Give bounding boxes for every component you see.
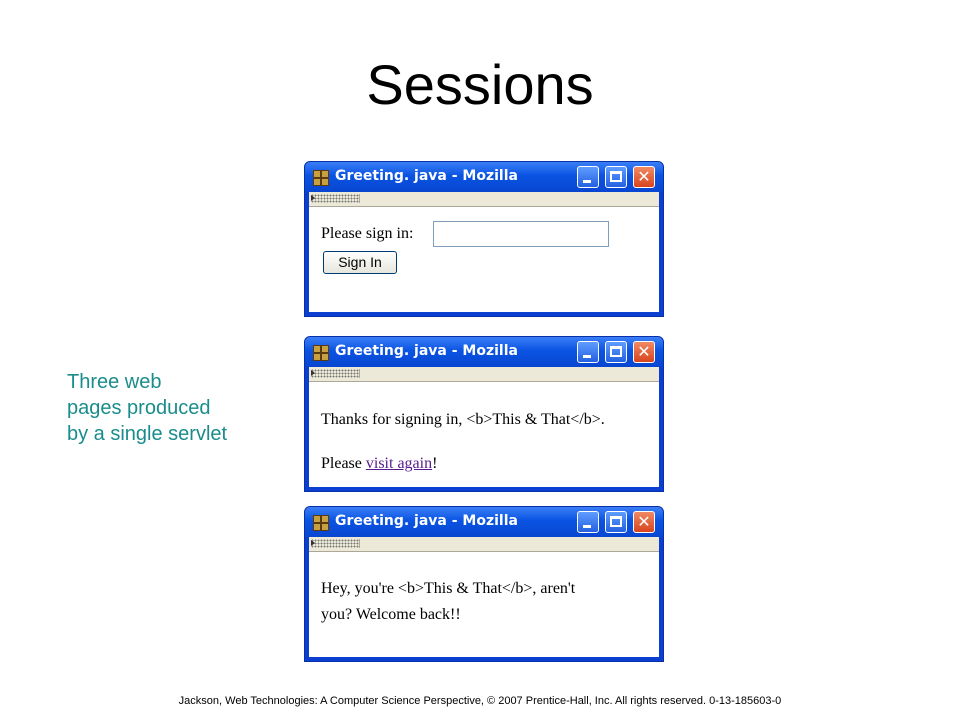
- minimize-button[interactable]: [577, 166, 599, 188]
- toolbar-grip-icon[interactable]: [311, 539, 360, 548]
- window-titlebar[interactable]: [305, 507, 663, 537]
- maximize-icon: [610, 346, 622, 357]
- minimize-icon: [583, 180, 591, 183]
- visit-suffix: !: [432, 455, 438, 472]
- window-title: Greeting. java - Mozilla: [335, 168, 518, 184]
- page-content: [309, 207, 659, 312]
- visit-again-line: [321, 455, 437, 473]
- maximize-icon: [610, 171, 622, 182]
- visit-again-link[interactable]: visit again: [365, 455, 433, 472]
- close-icon: ✕: [637, 167, 651, 186]
- caption-line: by a single servlet: [67, 423, 228, 445]
- welcome-line-1: Hey, you're <b>This & That</b>, aren't: [321, 580, 576, 597]
- maximize-button[interactable]: [605, 166, 627, 188]
- window-title: Greeting. java - Mozilla: [335, 343, 518, 359]
- toolbar: [309, 367, 659, 382]
- slide-caption: [67, 369, 297, 447]
- close-icon: ✕: [637, 342, 651, 361]
- signin-input[interactable]: [433, 221, 609, 247]
- signin-label: Please sign in:: [321, 225, 414, 242]
- welcome-line-2: you? Welcome back!!: [321, 606, 461, 623]
- slide-title: Sessions: [366, 53, 594, 116]
- caption-line: pages produced: [67, 397, 211, 419]
- window-titlebar[interactable]: [305, 162, 663, 192]
- page-content: [309, 552, 659, 657]
- toolbar-grip-icon[interactable]: [311, 369, 360, 378]
- toolbar: [309, 537, 659, 552]
- visit-prefix: Please: [321, 455, 366, 472]
- page-content: [309, 382, 659, 487]
- minimize-button[interactable]: [577, 341, 599, 363]
- minimize-icon: [583, 525, 591, 528]
- toolbar-grip-icon[interactable]: [311, 194, 360, 203]
- minimize-icon: [583, 355, 591, 358]
- window-titlebar[interactable]: [305, 337, 663, 367]
- mozilla-app-icon: [313, 345, 329, 361]
- mozilla-app-icon: [313, 515, 329, 531]
- close-button[interactable]: [633, 341, 655, 363]
- close-button[interactable]: [633, 511, 655, 533]
- browser-window-welcome: [304, 506, 664, 662]
- signin-button[interactable]: Sign In: [323, 251, 397, 274]
- minimize-button[interactable]: [577, 511, 599, 533]
- close-icon: ✕: [637, 512, 651, 531]
- browser-window-signin: [304, 161, 664, 317]
- maximize-button[interactable]: [605, 511, 627, 533]
- close-button[interactable]: [633, 166, 655, 188]
- mozilla-app-icon: [313, 170, 329, 186]
- maximize-icon: [610, 516, 622, 527]
- toolbar: [309, 192, 659, 207]
- browser-window-thanks: [304, 336, 664, 492]
- thanks-message: Thanks for signing in, <b>This & That</b>.: [321, 411, 605, 428]
- window-title: Greeting. java - Mozilla: [335, 513, 518, 529]
- caption-line: Three web: [67, 371, 162, 393]
- slide-footer: Jackson, Web Technologies: A Computer Science Perspective, © 2007 Prentice-Hall, Inc. All rights reserved. 0-13-185603-0: [178, 695, 782, 707]
- maximize-button[interactable]: [605, 341, 627, 363]
